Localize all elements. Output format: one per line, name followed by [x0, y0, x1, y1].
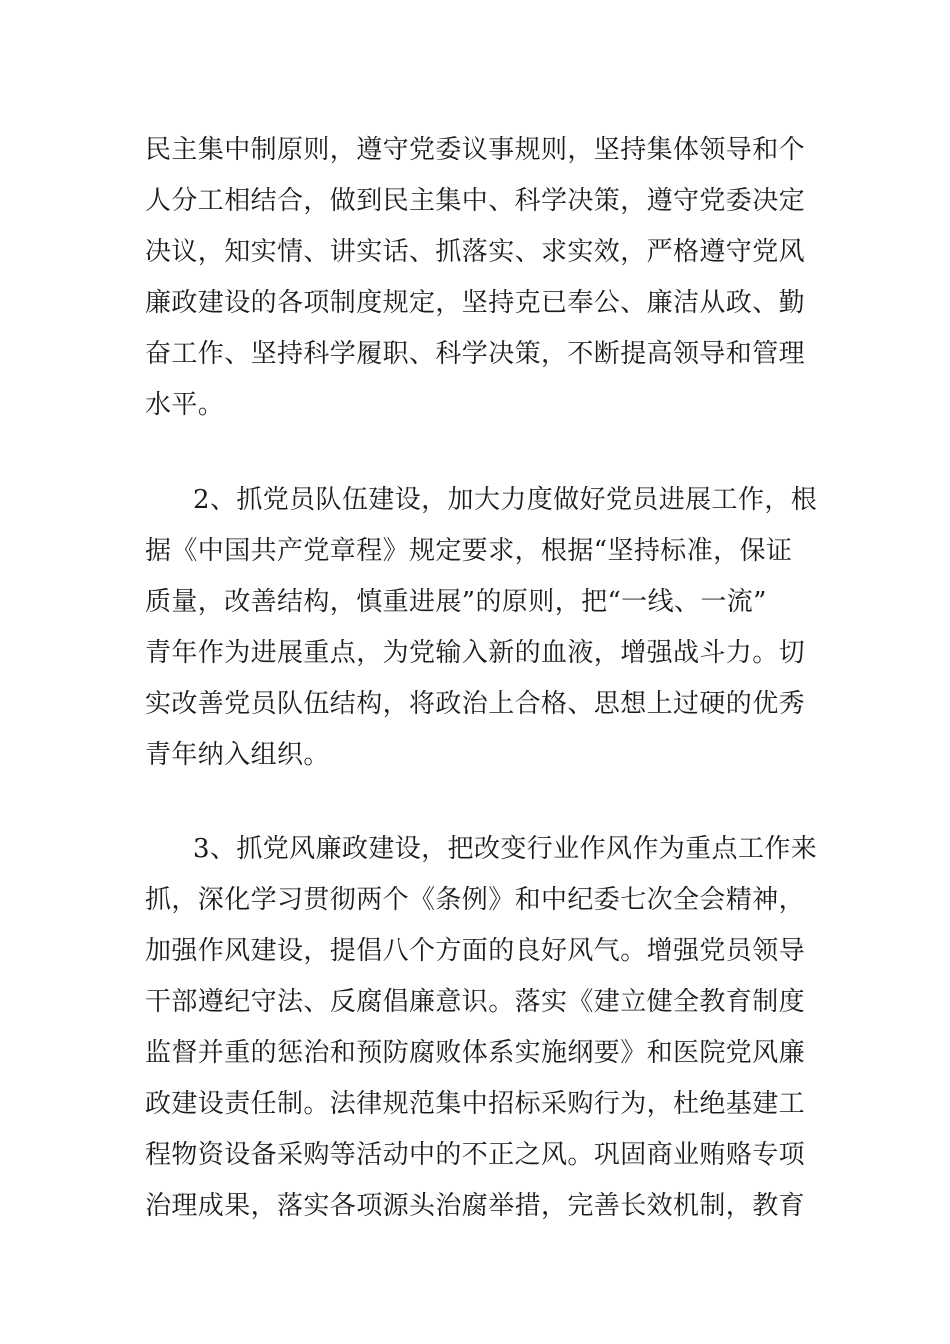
paragraph-line: 人分工相结合，做到民主集中、科学决策，遵守党委决定 — [145, 186, 806, 216]
paragraph-line: 治理成果，落实各项源头治腐举措，完善长效机制，教育 — [145, 1191, 806, 1221]
paragraph-line: 程物资设备采购等活动中的不正之风。巩固商业贿赂专项 — [145, 1140, 806, 1170]
paragraph-line: 政建设责任制。法律规范集中招标采购行为，杜绝基建工 — [145, 1089, 806, 1119]
paragraph-line: 干部遵纪守法、反腐倡廉意识。落实《建立健全教育制度 — [145, 987, 806, 1017]
paragraph-line: 实改善党员队伍结构，将政治上合格、思想上过硬的优秀 — [145, 689, 806, 719]
paragraph-line: 抓，深化学习贯彻两个《条例》和中纪委七次全会精神， — [145, 885, 806, 915]
paragraph-line: 廉政建设的各项制度规定，坚持克已奉公、廉洁从政、勤 — [145, 288, 806, 318]
paragraph-line: 青年纳入组织。 — [145, 740, 330, 770]
paragraph-line: 加强作风建设，提倡八个方面的良好风气。增强党员领导 — [145, 936, 806, 966]
paragraph-line: 据《中国共产党章程》规定要求，根据“坚持标准，保证 — [145, 536, 793, 566]
paragraph-line: 质量，改善结构，慎重进展”的原则，把“一线、一流” — [145, 587, 767, 617]
paragraph-line: 3、抓党风廉政建设，把改变行业作风作为重点工作来 — [193, 834, 818, 864]
paragraph-line: 决议，知实情、讲实话、抓落实、求实效，严格遵守党风 — [145, 237, 806, 267]
paragraph-line: 民主集中制原则，遵守党委议事规则，坚持集体领导和个 — [145, 135, 806, 165]
paragraph-line: 2、抓党员队伍建设，加大力度做好党员进展工作，根 — [193, 485, 818, 515]
paragraph-line: 奋工作、坚持科学履职、科学决策，不断提高领导和管理 — [145, 339, 806, 369]
paragraph-line: 青年作为进展重点，为党输入新的血液，增强战斗力。切 — [145, 638, 806, 668]
paragraph-line: 水平。 — [145, 390, 225, 420]
paragraph-line: 监督并重的惩治和预防腐败体系实施纲要》和医院党风廉 — [145, 1038, 806, 1068]
